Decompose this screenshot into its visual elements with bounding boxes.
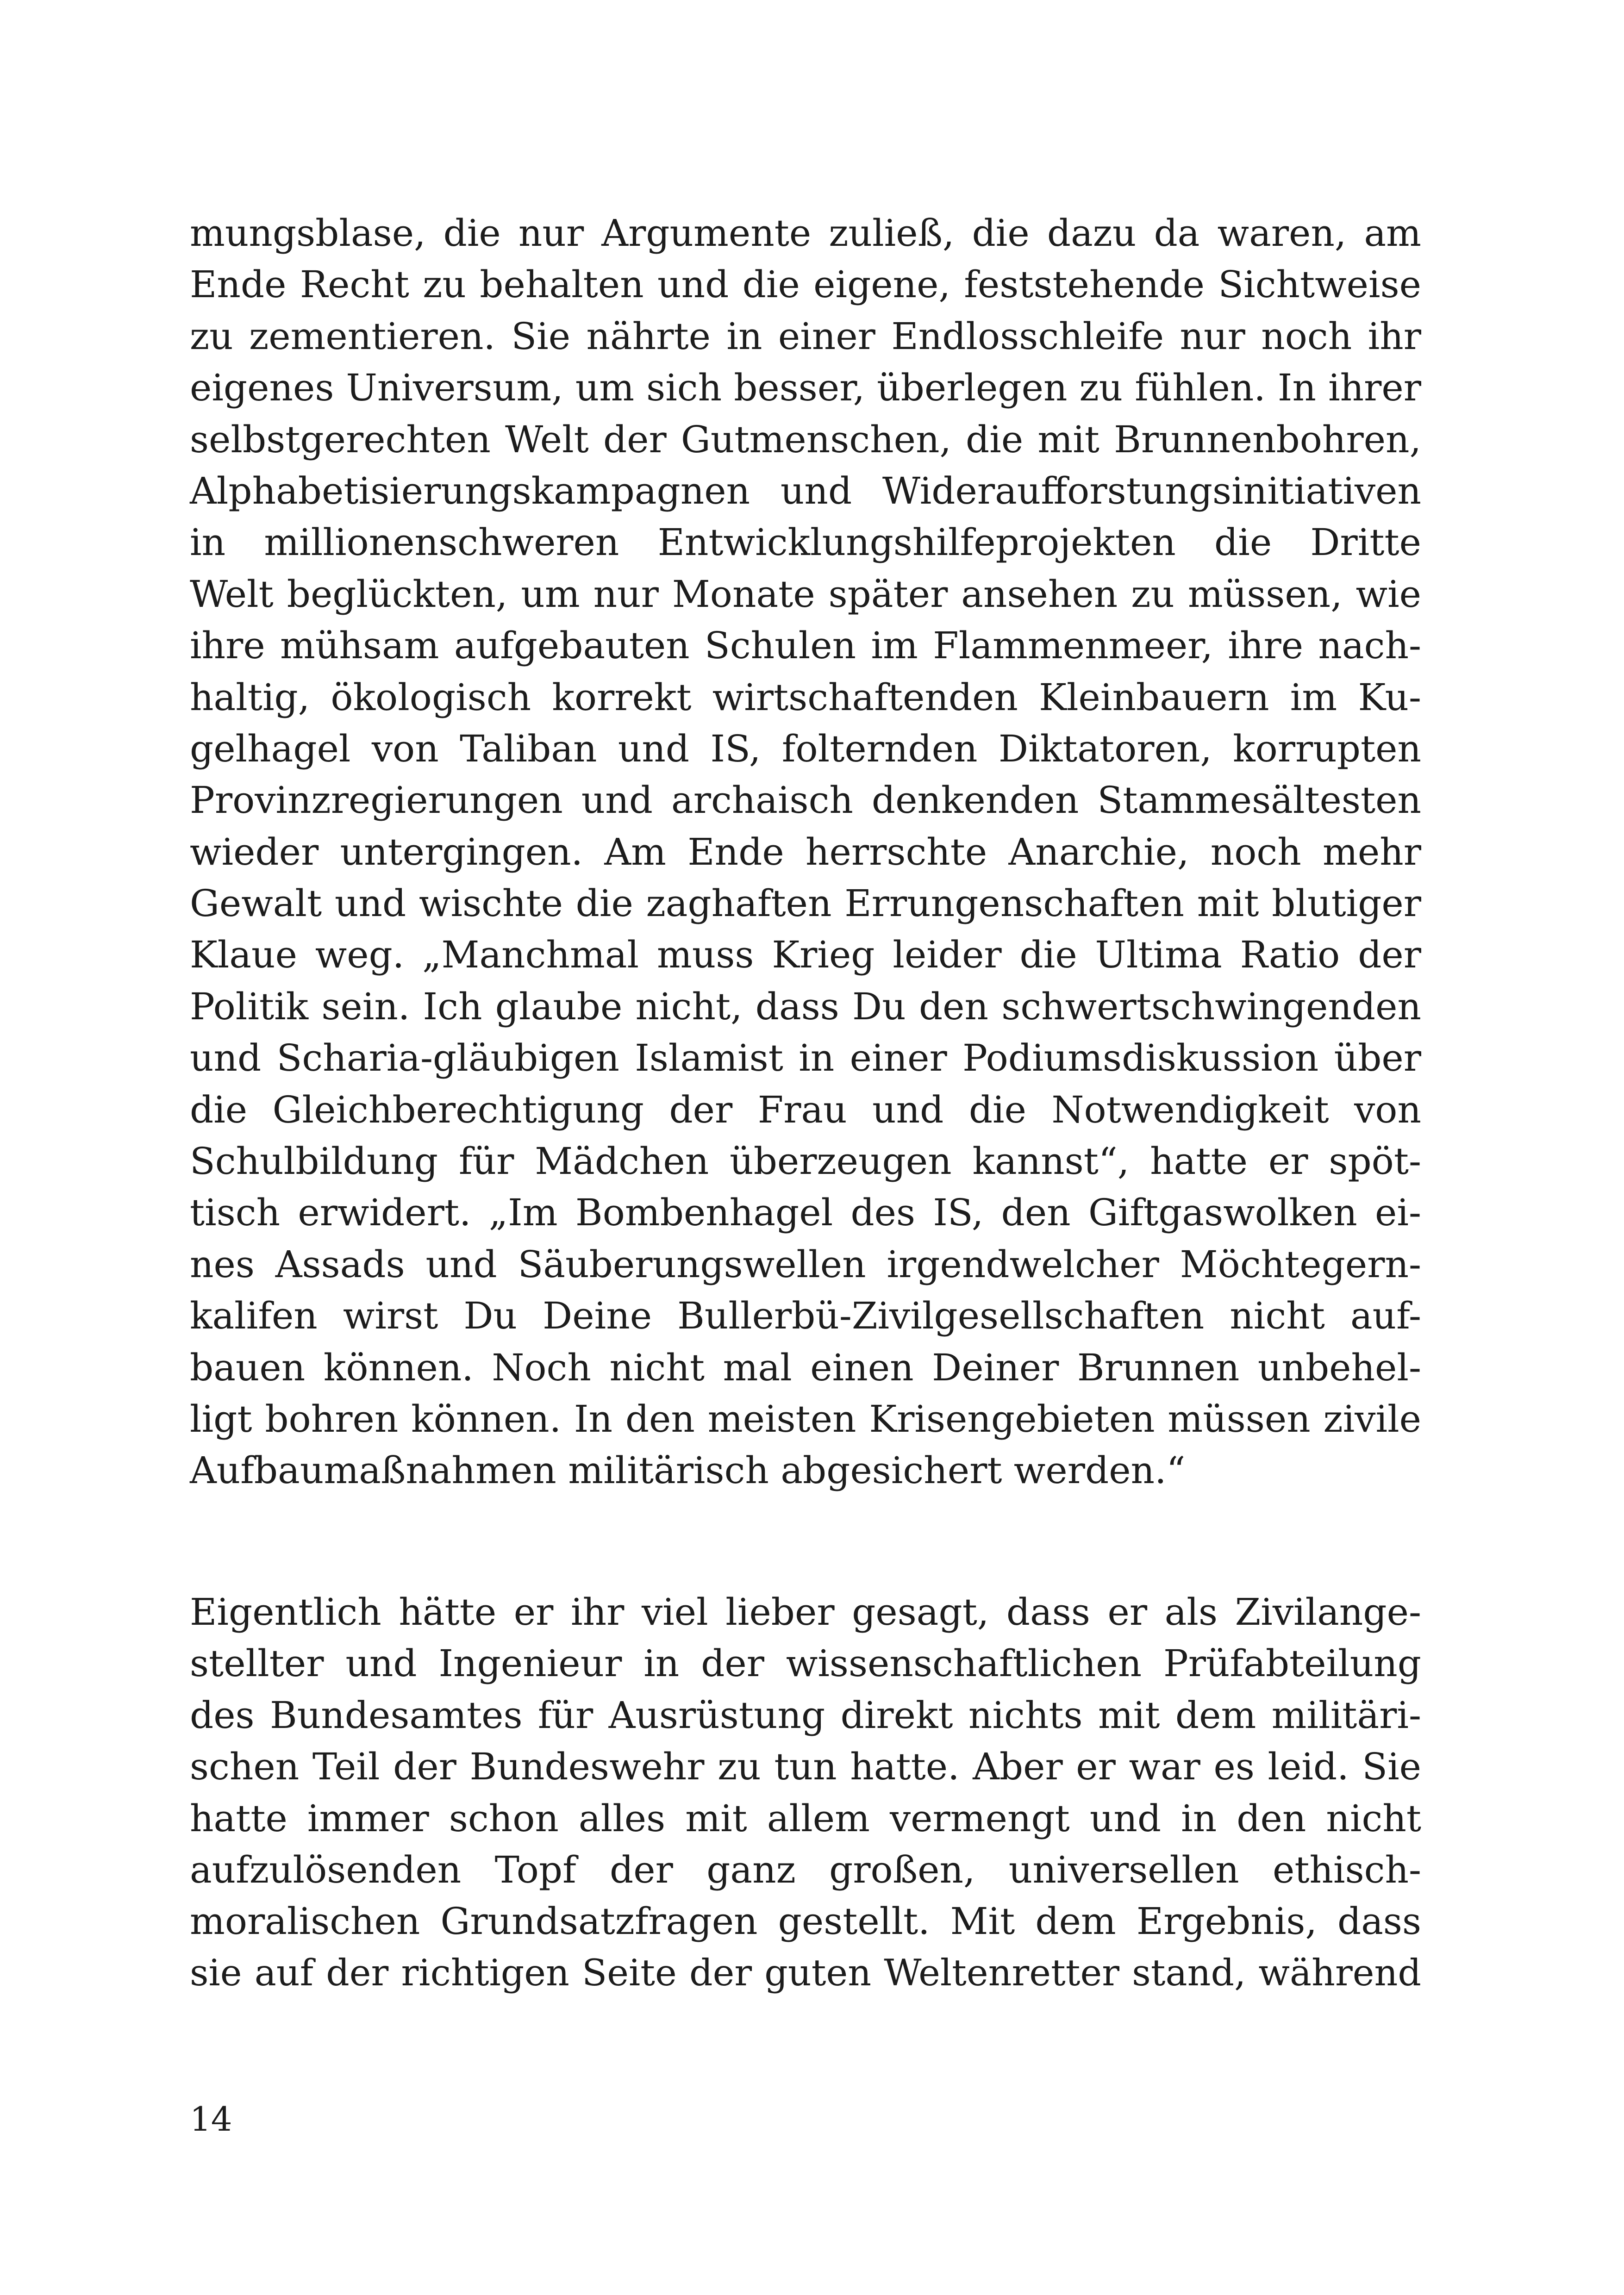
- paragraph-2: [190, 1586, 1421, 1999]
- text-line: und Scharia-gläubigen Islamist in einer Podiumsdiskussion über: [190, 1036, 1421, 1080]
- text-line: sie auf der richtigen Seite der guten Weltenretter stand, während: [190, 1951, 1421, 1994]
- text-line: Welt beglückten, um nur Monate später ansehen zu müssen, wie: [190, 572, 1421, 616]
- text-line: Provinzregierungen und archaisch denkenden Stammesältesten: [190, 779, 1421, 822]
- text-line: schen Teil der Bundeswehr zu tun hatte. Aber er war es leid. Sie: [190, 1745, 1421, 1789]
- text-line: Klaue weg. „Manchmal muss Krieg leider die Ultima Ratio der: [190, 933, 1421, 977]
- text-line: zu zementieren. Sie nährte in einer Endlosschleife nur noch ihr: [190, 314, 1421, 358]
- text-line: tisch erwidert. „Im Bombenhagel des IS, den Giftgaswolken ei-: [190, 1191, 1421, 1235]
- text-line: Ende Recht zu behalten und die eigene, feststehende Sichtweise: [190, 263, 1421, 306]
- text-line: bauen können. Noch nicht mal einen Deiner Brunnen unbehel-: [190, 1346, 1421, 1389]
- text-line: ligt bohren können. In den meisten Krisengebieten müssen zivile: [190, 1397, 1421, 1441]
- text-line: aufzulösenden Topf der ganz großen, universellen ethisch-: [190, 1848, 1421, 1891]
- text-line: Gewalt und wischte die zaghaften Errungenschaften mit blutiger: [190, 882, 1421, 925]
- text-line: Eigentlich hätte er ihr viel lieber gesagt, dass er als Zivilange-: [190, 1590, 1421, 1634]
- text-line: ihre mühsam aufgebauten Schulen im Flammenmeer, ihre nach-: [190, 624, 1421, 667]
- page-number: 14: [190, 2100, 232, 2139]
- text-line: Aufbaumaßnahmen militärisch abgesichert werden.“: [190, 1449, 1186, 1492]
- text-line: moralischen Grundsatzfragen gestellt. Mit dem Ergebnis, dass: [190, 1900, 1421, 1943]
- text-line: Politik sein. Ich glaube nicht, dass Du den schwertschwingenden: [190, 985, 1421, 1028]
- text-line: selbstgerechten Welt der Gutmenschen, die mit Brunnenbohren,: [190, 418, 1421, 461]
- text-line: gelhagel von Taliban und IS, folternden Diktatoren, korrupten: [190, 727, 1421, 770]
- paragraph-1: [190, 207, 1421, 1497]
- text-line: nes Assads und Säuberungswellen irgendwelcher Möchtegern-: [190, 1242, 1421, 1286]
- text-line: eigenes Universum, um sich besser, überlegen zu fühlen. In ihrer: [190, 366, 1421, 410]
- text-line: mungsblase, die nur Argumente zuließ, die dazu da waren, am: [190, 212, 1421, 255]
- text-line: des Bundesamtes für Ausrüstung direkt nichts mit dem militäri-: [190, 1693, 1421, 1737]
- text-line: in millionenschweren Entwicklungshilfeprojekten die Dritte: [190, 521, 1421, 564]
- text-line: stellter und Ingenieur in der wissenschaftlichen Prüfabteilung: [190, 1642, 1421, 1685]
- text-line: haltig, ökologisch korrekt wirtschaftenden Kleinbauern im Ku-: [190, 675, 1421, 719]
- text-line: hatte immer schon alles mit allem vermengt und in den nicht: [190, 1796, 1421, 1840]
- text-line: Schulbildung für Mädchen überzeugen kannst“, hatte er spöt-: [190, 1140, 1421, 1183]
- text-line: wieder untergingen. Am Ende herrschte Anarchie, noch mehr: [190, 830, 1421, 873]
- text-line: kalifen wirst Du Deine Bullerbü-Zivilgesellschaften nicht auf-: [190, 1294, 1421, 1338]
- text-line: die Gleichberechtigung der Frau und die Notwendigkeit von: [190, 1088, 1421, 1131]
- text-line: Alphabetisierungskampagnen und Wideraufforstungsinitiativen: [190, 469, 1421, 512]
